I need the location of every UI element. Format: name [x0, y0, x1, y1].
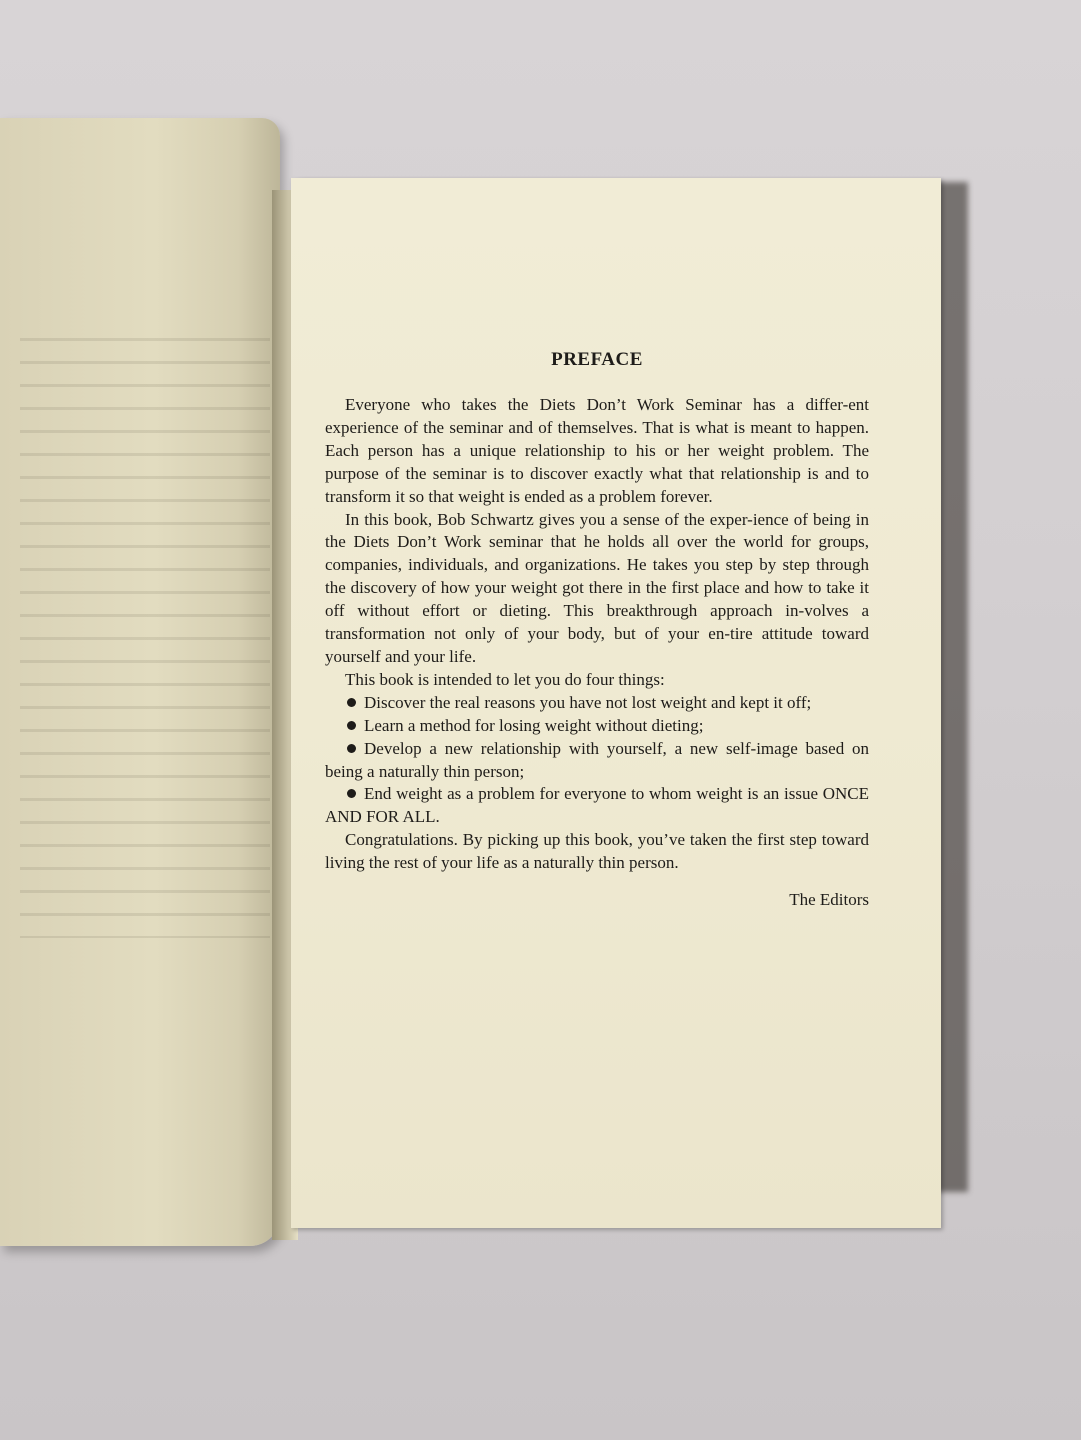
bullet-text: End weight as a problem for everyone to whom weight is an issue ONCE AND FOR ALL.	[325, 784, 869, 827]
paragraph-1: Everyone who takes the Diets Don’t Work Seminar has a differ-ent experience of the seminar and of themselves. That is what is meant to happen. Each person has a unique relationship to his or her weight problem. The purpose of the seminar is to discover exactly what that relationship is and to transform it so that weight is ended as a problem forever.	[325, 395, 869, 506]
bullet-icon	[347, 721, 356, 730]
bullet-text: Develop a new relationship with yourself, a new self-image based on being a naturally thin person;	[325, 738, 869, 781]
right-page	[291, 178, 941, 1228]
show-through-text	[20, 338, 270, 938]
bullet-item-3	[325, 738, 869, 784]
preface-text	[325, 348, 869, 912]
left-page	[0, 118, 280, 1246]
page-title: PREFACE	[551, 349, 643, 370]
paragraph-3: This book is intended to let you do four things:	[345, 669, 665, 689]
bullet-icon	[347, 698, 356, 707]
bullet-text: Learn a method for losing weight without dieting;	[364, 715, 704, 735]
bullet-text: Discover the real reasons you have not lost weight and kept it off;	[364, 692, 812, 712]
signature: The Editors	[789, 890, 869, 910]
bullet-icon	[347, 744, 356, 753]
bullet-item-1	[325, 692, 869, 715]
closing-paragraph: Congratulations. By picking up this book, you’ve taken the first step toward living the rest of your life as a naturally thin person.	[325, 830, 869, 873]
bullet-item-4	[325, 783, 869, 829]
bullet-icon	[347, 789, 356, 798]
paragraph-2: In this book, Bob Schwartz gives you a sense of the exper-ience of being in the Diets Don’t Work seminar that he holds all over the world for groups, companies, individuals, and organizations. He takes you step by step through the discovery of how your weight got there in the first place and how to take it off without effort or dieting. This breakthrough approach in-volves a transformation not only of your body, but of your en-tire attitude toward yourself and your life.	[325, 509, 869, 666]
bullet-item-2	[325, 715, 869, 738]
